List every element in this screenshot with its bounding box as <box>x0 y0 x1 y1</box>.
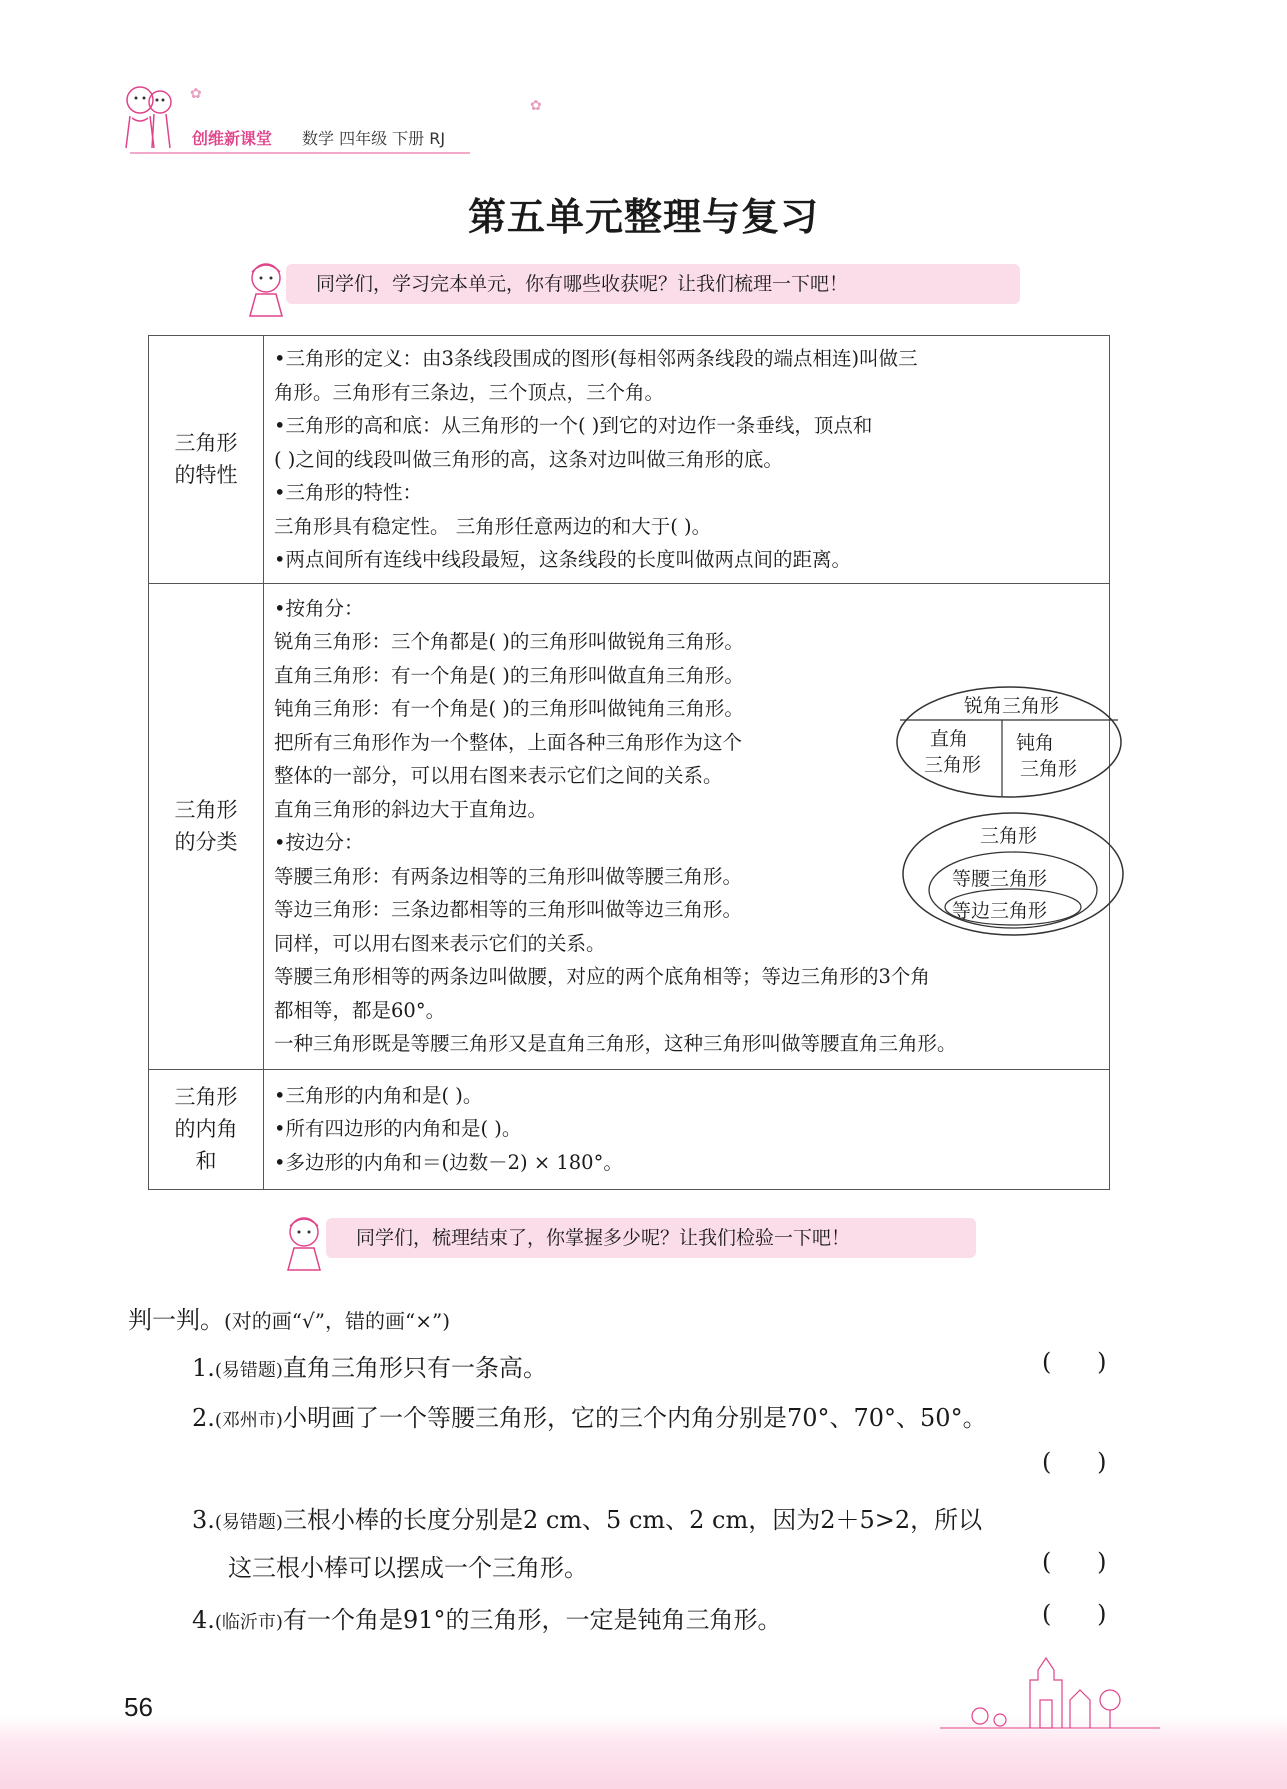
page-title: 第五单元整理与复习 <box>467 195 819 239</box>
content-line: 角形。三角形有三条边，三个顶点，三个角。 <box>274 380 665 404</box>
diagram-label-equilateral: 等边三角形 <box>952 899 1048 922</box>
diagram-label-right <box>924 726 981 778</box>
row-label-line: 三角形 <box>174 1085 238 1109</box>
brand-name: 创维新课堂 <box>192 129 273 148</box>
row-label <box>149 583 264 1069</box>
answer-blank[interactable]: ( ) <box>1042 1548 1107 1576</box>
diagram-label-acute: 锐角三角形 <box>964 694 1060 717</box>
girl-mascot-icon <box>278 1212 330 1274</box>
content-line: •多边形的内角和＝(边数－2) × 180°。 <box>274 1150 623 1174</box>
banner-top: 同学们，学习完本单元，你有哪些收获呢？让我们梳理一下吧！ <box>286 264 1020 304</box>
content-line: •两点间所有连线中线段最短，这条线段的长度叫做两点间的距离。 <box>274 548 852 571</box>
row-label-line: 的分类 <box>174 830 238 854</box>
content-line: 等边三角形：三条边都相等的三角形叫做等边三角形。 <box>274 898 743 921</box>
row-content <box>264 583 1110 1069</box>
content-line: •三角形的特性： <box>274 481 423 504</box>
row-label-line: 的内角 <box>174 1117 238 1141</box>
content-line: 等腰三角形：有两条边相等的三角形叫做等腰三角形。 <box>274 864 743 888</box>
content-line: 一种三角形既是等腰三角形又是直角三角形，这种三角形叫做等腰直角三角形。 <box>274 1032 957 1055</box>
diagram-label-line: 三角形 <box>924 753 982 776</box>
content-line: •按边分： <box>274 831 364 854</box>
content-line: 等腰三角形相等的两条边叫做腰，对应的两个底角相等；等边三角形的3个角 <box>274 965 930 988</box>
book-subtitle: 数学 四年级 下册 RJ <box>302 129 446 148</box>
question-text: 直角三角形只有一条高。 <box>282 1354 547 1382</box>
content-line: 锐角三角形：三个角都是( )的三角形叫做锐角三角形。 <box>274 630 744 653</box>
content-line: •三角形的高和底：从三角形的一个( )到它的对边作一条垂线，顶点和 <box>274 414 873 437</box>
exercise-title: 判一判。 <box>128 1306 224 1334</box>
girl-mascot-icon <box>240 258 292 320</box>
table-row <box>149 336 1110 584</box>
banner-bottom: 同学们，梳理结束了，你掌握多少呢？让我们检验一下吧！ <box>326 1218 976 1258</box>
question-number: 1. <box>192 1354 215 1382</box>
diagram-label-obtuse <box>1016 730 1077 782</box>
question-number: 3. <box>192 1506 215 1534</box>
content-line: •所有四边形的内角和是( )。 <box>274 1117 522 1141</box>
answer-blank[interactable]: ( ) <box>1042 1348 1107 1376</box>
answer-blank[interactable]: ( ) <box>1042 1448 1107 1476</box>
question-item <box>192 1398 987 1433</box>
question-source: (易错题) <box>214 1360 283 1381</box>
diagram-label-triangle: 三角形 <box>980 824 1038 847</box>
flower-icon: ✿ <box>530 98 542 114</box>
question-item <box>192 1600 782 1635</box>
row-label-line: 的特性 <box>174 463 238 488</box>
table-row <box>149 1069 1110 1189</box>
question-number: 2. <box>192 1404 215 1432</box>
content-line: 同样，可以用右图来表示它们的关系。 <box>274 931 606 955</box>
page-number: 56 <box>124 1692 153 1722</box>
diagram-label-line: 钝角 <box>1016 731 1055 754</box>
content-line: 钝角三角形：有一个角是( )的三角形叫做钝角三角形。 <box>274 697 744 720</box>
row-content <box>264 1069 1110 1189</box>
exercise-instruction: (对的画“√”，错的画“×”) <box>224 1309 451 1333</box>
cartoon-kids-logo <box>118 78 178 158</box>
content-line: •三角形的定义：由3条线段围成的图形(每相邻两条线段的端点相连)叫做三 <box>274 347 918 370</box>
diagram-label-line: 三角形 <box>1020 757 1078 780</box>
row-label-line: 三角形 <box>174 798 238 822</box>
header-underline <box>130 152 470 154</box>
content-line: 整体的一部分，可以用右图来表示它们之间的关系。 <box>274 764 723 787</box>
summary-table <box>148 335 1110 1190</box>
question-source: (邓州市) <box>214 1410 283 1431</box>
question-text-continued: 这三根小棒可以摆成一个三角形。 <box>228 1554 588 1582</box>
question-text: 有一个角是91°的三角形，一定是钝角三角形。 <box>282 1606 782 1634</box>
content-line: •三角形的内角和是( )。 <box>274 1083 483 1107</box>
question-text: 三根小棒的长度分别是2 cm、5 cm、2 cm，因为2＋5>2，所以 <box>282 1506 983 1534</box>
content-line: 都相等，都是60°。 <box>274 998 446 1022</box>
diagram-label-isosceles: 等腰三角形 <box>952 867 1048 890</box>
content-line: 三角形具有稳定性。 三角形任意两边的和大于( )。 <box>274 514 712 538</box>
question-source: (临沂市) <box>214 1612 283 1633</box>
question-text: 小明画了一个等腰三角形，它的三个内角分别是70°、70°、50°。 <box>282 1404 987 1432</box>
question-source: (易错题) <box>214 1512 283 1533</box>
question-item <box>192 1348 547 1383</box>
row-label-line: 和 <box>195 1149 217 1173</box>
question-number: 4. <box>192 1606 215 1634</box>
diagram-label-line: 直角 <box>930 727 969 750</box>
answer-blank[interactable]: ( ) <box>1042 1600 1107 1628</box>
castle-decoration-icon <box>940 1650 1160 1730</box>
content-line: ( )之间的线段叫做三角形的高，这条对边叫做三角形的底。 <box>274 447 783 471</box>
row-content <box>264 336 1110 584</box>
content-line: 直角三角形的斜边大于直角边。 <box>274 797 548 821</box>
exercise-heading <box>128 1300 450 1335</box>
content-line: •按角分： <box>274 596 364 620</box>
row-label <box>149 1069 264 1189</box>
table-row <box>149 583 1110 1069</box>
content-line: 直角三角形：有一个角是( )的三角形叫做直角三角形。 <box>274 663 744 687</box>
content-line: 把所有三角形作为一个整体，上面各种三角形作为这个 <box>274 730 743 754</box>
flower-icon: ✿ <box>190 86 202 102</box>
question-item <box>192 1500 982 1535</box>
row-label <box>149 336 264 584</box>
row-label-line: 三角形 <box>174 431 238 456</box>
